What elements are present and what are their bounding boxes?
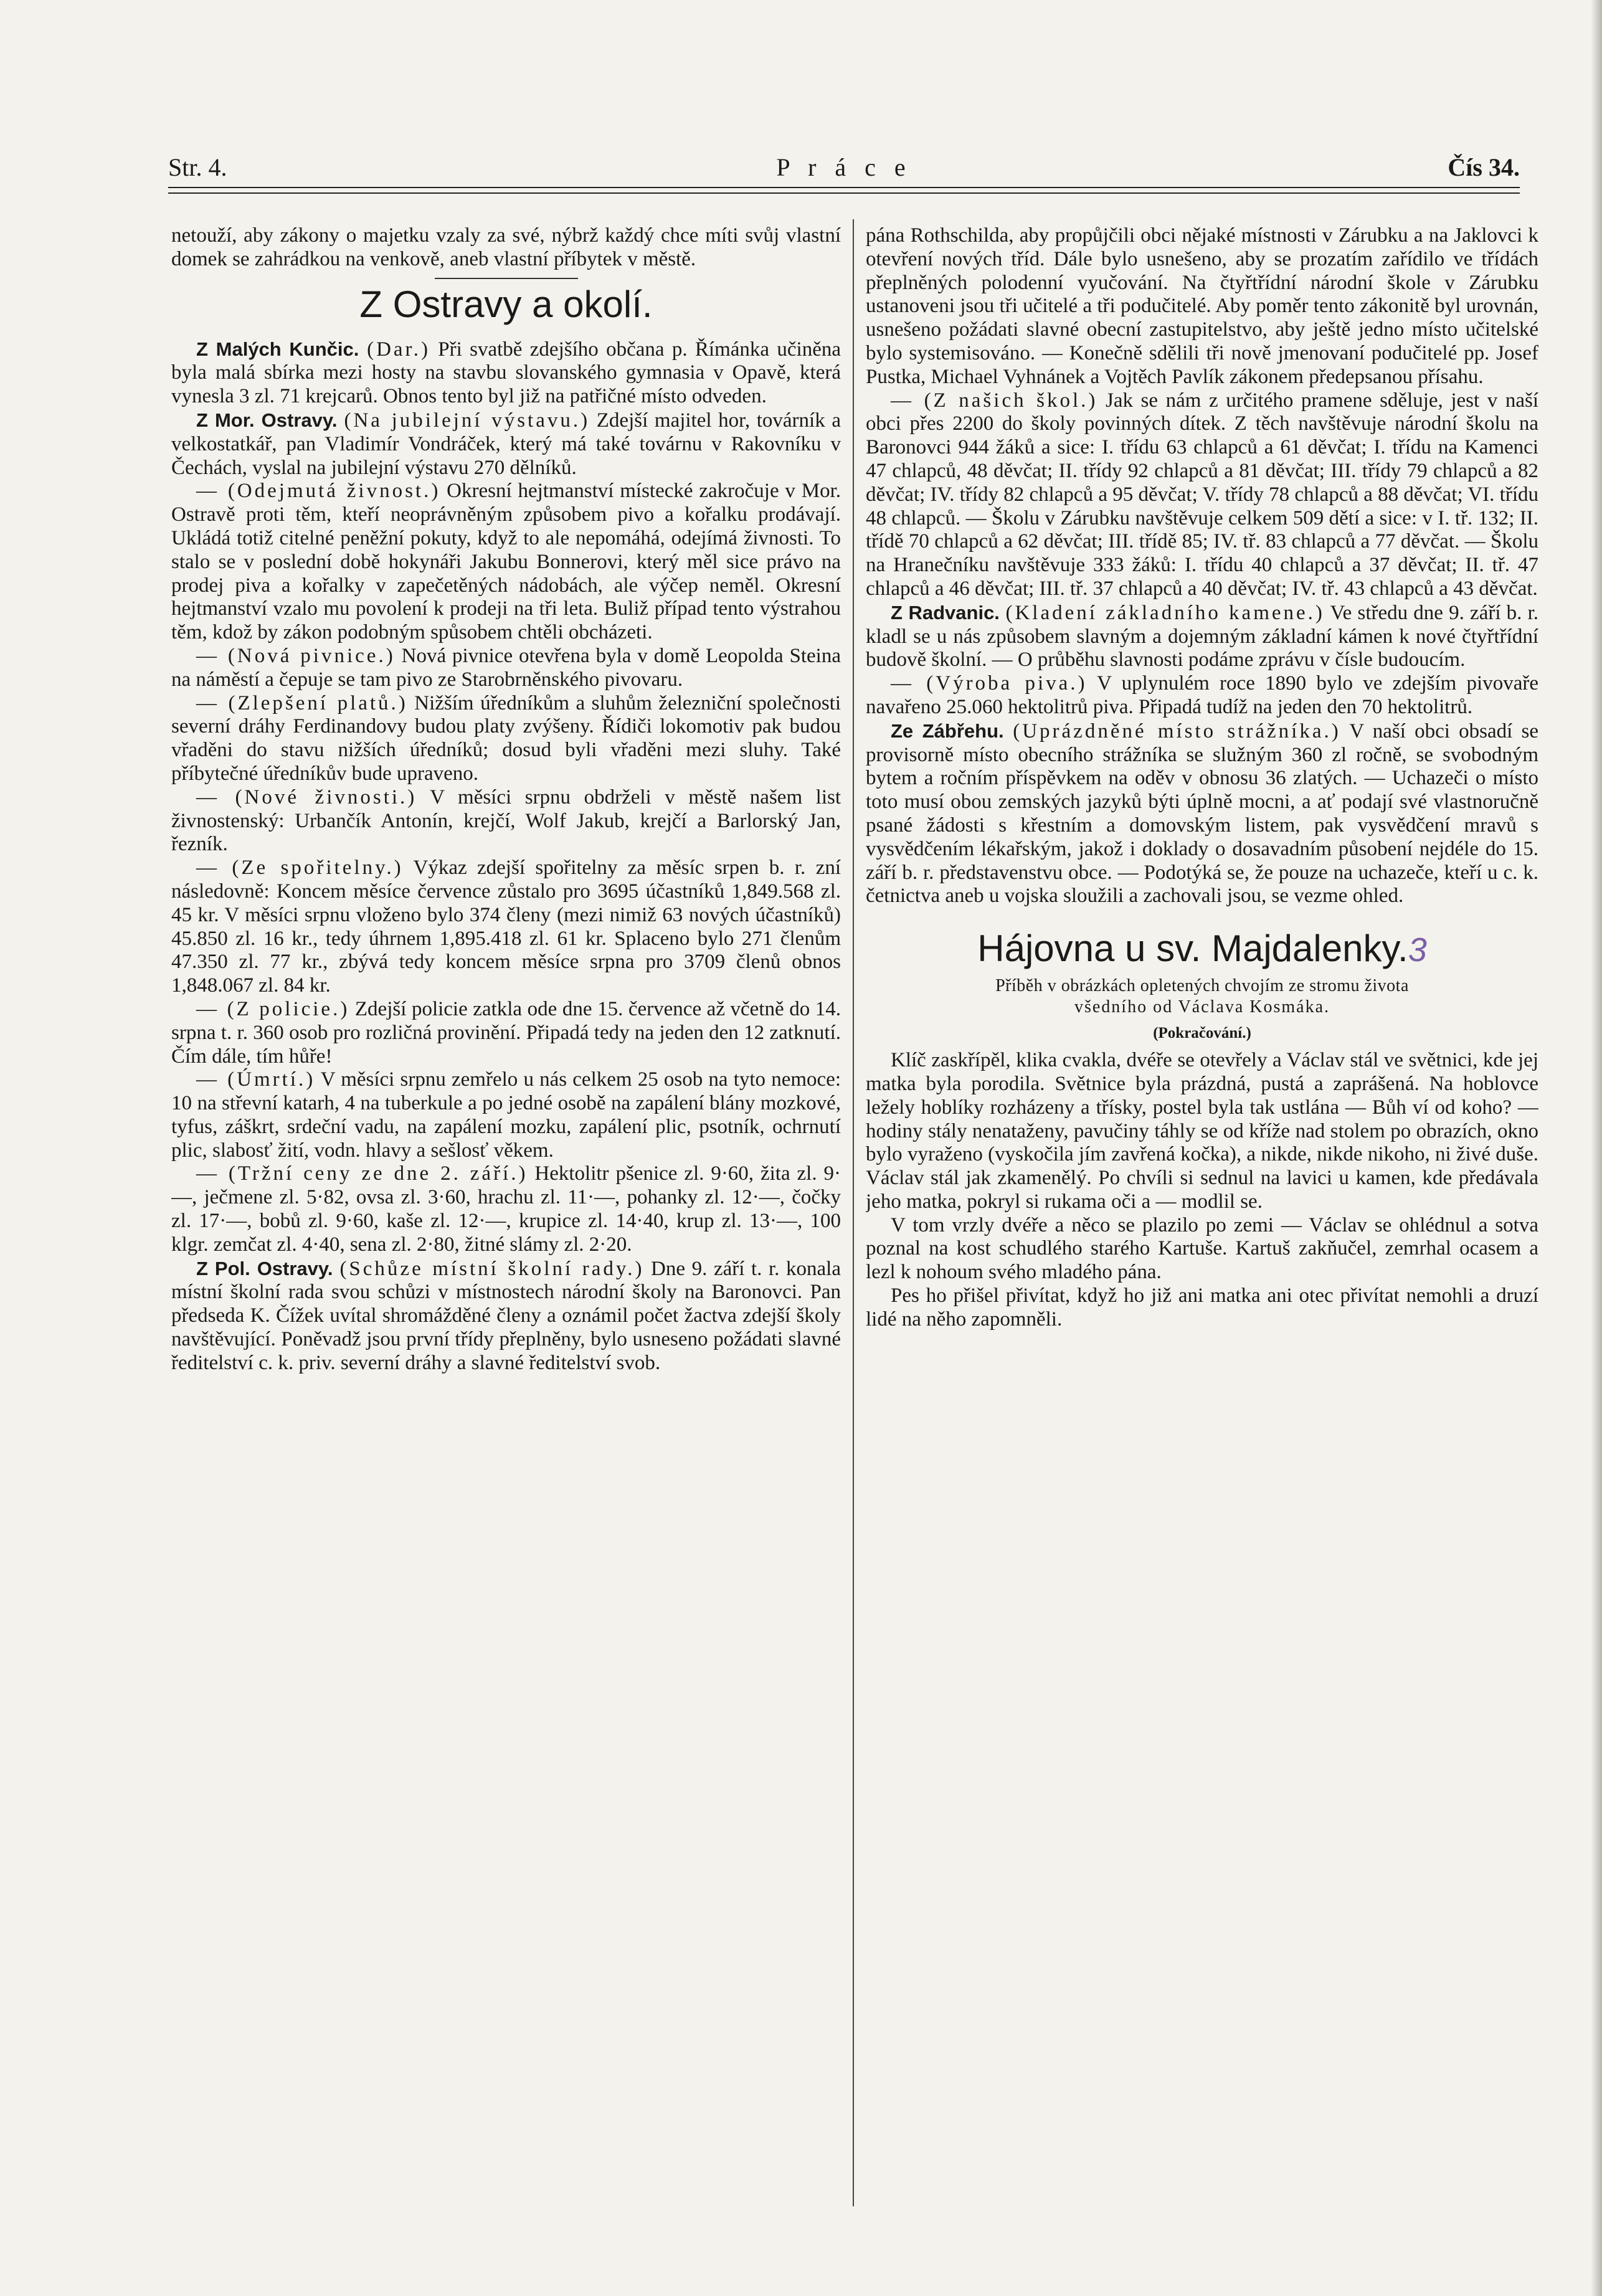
news-item (866, 224, 1538, 389)
news-item-heading: — (Nová pivnice.) (196, 644, 396, 667)
news-item-heading: — (Tržní ceny ze dne 2. září.) (196, 1162, 528, 1185)
news-item-location: Z Mor. Ostravy. (196, 409, 344, 431)
news-item-text: V měsíci srpnu zemřelo u nás celkem 25 osob na tyto nemoce: 10 na střevní katarh, 4 na tuberkule a po jedné osobě na zapálení blány mozkové, tyfus, záškrt, srdeční vadu, na zapálení mozku, zapálení plic, psotník, ochrnutí plic, slabosť žití, vodn. hlavy a sešlosť věkem. (171, 1068, 841, 1162)
serial-handwritten-mark: 3 (1408, 931, 1427, 969)
news-item-text: Nižším úředníkům a sluhům železniční společnosti severní dráhy Ferdinandovy budou platy zvýšeny. Řídiči lokomotiv pak budou vřaděni do stavu nižších úředníků; dosud byli vřaděni mezi sluhy. Také příbytečné úředníkův bude upraveno. (171, 691, 841, 785)
news-item-text: Při svatbě zdejšího občana p. Římánka učiněna byla malá sbírka mezi hosty na stavbu slovanského gymnasia v Opavě, která vynesla 3 zl. 71 krejcarů. Obnos tento byl již na patřičné místo odveden. (171, 338, 841, 408)
serial-continued: (Pokračování.) (1153, 1025, 1251, 1042)
news-item-text: Zdejší majitel hor, továrník a velkostatkář, pan Vladimír Vondráček, který má také továrnu v Rakovníku v Čechách, vyslal na jubilejní výstavu 270 dělníků. (171, 409, 841, 479)
news-item-heading: (Kladení základního kamene.) (1005, 601, 1325, 624)
news-item (171, 480, 841, 645)
news-item-heading: (Na jubilejní výstavu.) (344, 409, 590, 432)
page-number: Str. 4. (168, 153, 227, 181)
news-item-text: V měsíci srpnu obdrželi v městě našem list živnostenský: Urbančík Antonín, krejčí, Wolf Jakub, krejčí a Barlorský Jan, řezník. (171, 785, 841, 856)
news-item-text: Dne 9. září t. r. konala místní školní rada svou schůzi v místnostech národní školy na Baronovci. Pan předseda K. Čížek uvítal shromážděné členy a oznámil počet žactva zdejší školy navštěvující. Poněvadž jsou první třídy přeplněny, bylo usneseno požádati slavné ředitelství c. k. priv. severní dráhy a slavné ředitelství svob. (171, 1257, 841, 1374)
news-item (171, 1257, 841, 1375)
left-news-items (171, 338, 841, 1375)
news-item-heading: — (Ze spořitelny.) (196, 856, 404, 880)
news-item-heading: — (Z našich škol.) (891, 389, 1098, 412)
news-item (866, 601, 1538, 672)
right-news-items (866, 224, 1538, 908)
news-item (171, 409, 841, 480)
news-item (171, 1068, 841, 1162)
news-item (171, 692, 841, 786)
news-item-location: Ze Zábřehu. (891, 719, 1013, 742)
section-rule (435, 278, 578, 279)
news-item-heading: (Schůze místní školní rady.) (339, 1257, 645, 1280)
news-item-text: Jak se nám z určitého pramene sděluje, jest v naší obci přes 2200 do školy povinných dítek. Z těch navštěvuje národní školu na Baronovci 944 žáků a sice: I. třídu 63 chlapců a 61 děvčat; I. třídu na Kamenci 47 chlapců, 48 děvčat; II. třídy 92 chlapců a 81 děvčat; III. třídy 79 chlapců a 82 děvčat; IV. třídy 82 chlapců a 95 děvčat; V. třídy 78 chlapců a 88 děvčat; VI. třídu 48 chlapců. — Školu v Zárubku navštěvuje celkem 509 dětí a sice: v I. tř. 132; II. třídě 70 chlapců a 62 děvčat; III. třídě 85; IV. tř. 83 chlapců a 77 děvčat. — Školu na Hranečníku navštěvuje 333 žáků: I. třídu 40 chlapců a 37 děvčat; II. tř. 47 chlapců a 46 děvčat; III. tř. 37 chlapců a 40 děvčat; IV. tř. 43 chlapců a 43 děvčat. (866, 389, 1538, 600)
news-item-heading: — (Odejmutá živnost.) (196, 480, 441, 503)
serial-title (866, 926, 1538, 973)
news-item (171, 998, 841, 1068)
news-item-heading: (Dar.) (367, 338, 430, 361)
news-item-text: Nová pivnice otevřena byla v domě Leopolda Steina na náměstí a čepuje se tam pivo ze Starobrněnského pivovaru. (171, 644, 841, 691)
serial-paragraph: Pes ho přišel přivítat, když ho již ani matka ani otec přivítat nemohli a druzí lidé na něho zapomněli. (866, 1284, 1538, 1331)
serial-paragraph: Klíč zaskřípěl, klika cvakla, dvéře se otevřely a Václav stál ve světnici, kde jej matka byla porodila. Světnice byla prázdná, pustá a zaprášená. Na hoblovce ležely hoblíky rozházeny a třísky, postel byla tak ustlána — Bůh ví od koho? — hodiny stály nenataženy, pavučiny táhly se od kříže nad stolem po obrazích, okno bylo vyraženo (vyskočila jím zavřená kočka), a nikde, nikde nikoho, ni živé duše. Václav stál jak zkamenělý. Po chvíli si sednul na lavici u kamen, kde předávala jeho matka, pokryl si rukama oči a — modlil se. (866, 1049, 1538, 1213)
page-edge-shadow (1591, 0, 1602, 2296)
news-item (866, 672, 1538, 719)
header-rule (168, 187, 1520, 194)
column-divider (853, 219, 854, 2206)
serial-subtitle-line2: všedního od Václava Kosmáka. (1074, 997, 1330, 1017)
news-item-text: pána Rothschilda, aby propůjčili obci nějaké místnosti v Zárubku a na Jaklovci k otevření nových tříd. Dále bylo usnešeno, aby se prozatím zařídilo ve třídách přeplněných polodenní vyučování. Na čtyřtřídní národní škole v Zárubku ustanoveni jsou tři učitelé a tři podučitelé. Aby poměr tento zákonitě byl urovnán, usnešeno požádati slavné obecní zastupitelstvo, aby ještě jedno místo učitelské bylo systemisováno. — Konečně sdělili tři nově jmenovaní podučitelé pp. Josef Pustka, Michael Vyhnánek a Vojtěch Pavlík zákonem předepsanou přísahu. (866, 224, 1538, 388)
news-item-heading: — (Úmrtí.) (196, 1068, 316, 1091)
news-item (171, 856, 841, 998)
news-item-heading: — (Zlepšení platů.) (196, 691, 408, 714)
page-header (168, 153, 1520, 190)
news-item-heading: — (Výroba piva.) (891, 672, 1088, 695)
left-column (171, 224, 841, 2193)
serial-text (866, 1049, 1538, 1332)
news-item-heading: — (Z policie.) (196, 997, 350, 1020)
news-item-text: Hektolitr pšenice zl. 9·60, žita zl. 9·—, ječmene zl. 5·82, ovsa zl. 3·60, hrachu zl. 11·—, pohanky zl. 12·—, čočky zl. 17·—, bobů zl. 9·60, kaše zl. 12·—, krupice zl. 14·40, krup zl. 13·—, 100 klgr. zemčat zl. 4·40, sena zl. 2·80, žitné slámy zl. 2·20. (171, 1162, 841, 1256)
news-item-text: Ve středu dne 9. září b. r. kladl se u nás způsobem slavným a dojemným základní kámen k nové čtyřtřídní budově školní. — O průběhu slavnosti podáme zprávu v čísle budoucím. (866, 601, 1538, 671)
serial-paragraph: V tom vrzly dvéře a něco se plazilo po zemi — Václav se ohlédnul a sotva poznal na kost schudlého starého Kartuše. Kartuš zakňučel, zemrhal ocasem a lezl k nohoum svého mladého pána. (866, 1213, 1538, 1284)
news-item-text: V naší obci obsadí se provisorně místo obecního strážníka se služným 360 zl ročně, se svobodným bytem a ročním příspěvkem na oděv v obnosu 36 zlatých. — Uchazeči o místo toto musí obou zemských jazyků býti úplně mocni, a ať podají své vlastnoručně psané žádosti s křestním a domovským listem, pak vysvědčení mravů s vysvědčením lékařským, jakož i doklady o dosavadním působení nejdéle do 15. září b. r. představenstvu obce. — Podotýká se, že pouze na uchazeče, kteří u c. k. četnictva aneb u vojska sloužili a zachovali jsou, se vezme ohled. (866, 719, 1538, 908)
news-item-heading: (Uprázdněné místo strážníka.) (1013, 719, 1341, 742)
news-item (866, 719, 1538, 908)
news-item (866, 389, 1538, 601)
news-item-location: Z Pol. Ostravy. (196, 1257, 340, 1279)
news-item (171, 338, 841, 409)
intro-paragraph: netouží, aby zákony o majetku vzaly za své, nýbrž každý chce míti svůj vlastní domek se zahrádkou na venkově, aneb vlastní příbytek v městě. (171, 224, 841, 270)
news-item-heading: — (Nové živnosti.) (196, 785, 417, 809)
news-item-text: Výkaz zdejší spořitelny za měsíc srpen b. r. zní následovně: Koncem měsíce července zůstalo pro 3695 účastníků 1,849.568 zl. 45 kr. V měsíci srpnu vloženo bylo 374 členy (mezi nimiž 63 nových účastníků) 45.850 zl. 16 kr., tedy úhrnem 1,895.418 zl. 61 kr. Splaceno bylo 271 členům 47.350 zl. 77 kr., zbývá tedy koncem měsíce srpna pro 3709 členů obnos 1,848.067 zl. 84 kr. (171, 856, 841, 997)
section-title: Z Ostravy a okolí. (359, 283, 653, 325)
news-item-text: Zdejší policie zatkla ode dne 15. července až včetně do 14. srpna t. r. 360 osob pro rozličná provinění. Připadá tedy na jeden den 12 zatknutí. Čím dále, tím hůře! (171, 997, 841, 1068)
serial-title-text: Hájovna u sv. Majdalenky. (977, 927, 1408, 970)
issue-number: Čís 34. (1448, 153, 1520, 181)
newspaper-title: P r á c e (776, 153, 912, 181)
news-item (171, 1162, 841, 1256)
serial-subtitle-line1: Příběh v obrázkách opletených chvojím ze stromu života (995, 976, 1409, 996)
news-item-text: V uplynulém roce 1890 bylo ve zdejším pivovaře navařeno 25.060 hektolitrů piva. Připadá tudíž na jeden den 70 hektolitrů. (866, 672, 1538, 718)
news-item-text: Okresní hejtmanství místecké zakročuje v Mor. Ostravě proti těm, kteří neoprávněným způsobem pivo a kořalku prodávají. Ukládá totiž citelné peněžní pokuty, když to ale nepomáhá, odejímá živnosti. To stalo se v poslední době hokynáři Jakubu Bonnerovi, který měl sice právo na prodej piva a kořalky v zapečetěných nádobách, ale výčep neměl. Okresní hejtmanství vzalo mu povolení k prodeji na tři leta. Buliž případ tento výstrahou těm, kdož by zákon podobným spůsobem chtěli obcházeti. (171, 480, 841, 644)
right-column (866, 224, 1538, 2193)
news-item (171, 645, 841, 692)
news-item-location: Z Malých Kunčic. (196, 338, 367, 360)
news-item (171, 786, 841, 856)
news-item-location: Z Radvanic. (891, 601, 1006, 624)
